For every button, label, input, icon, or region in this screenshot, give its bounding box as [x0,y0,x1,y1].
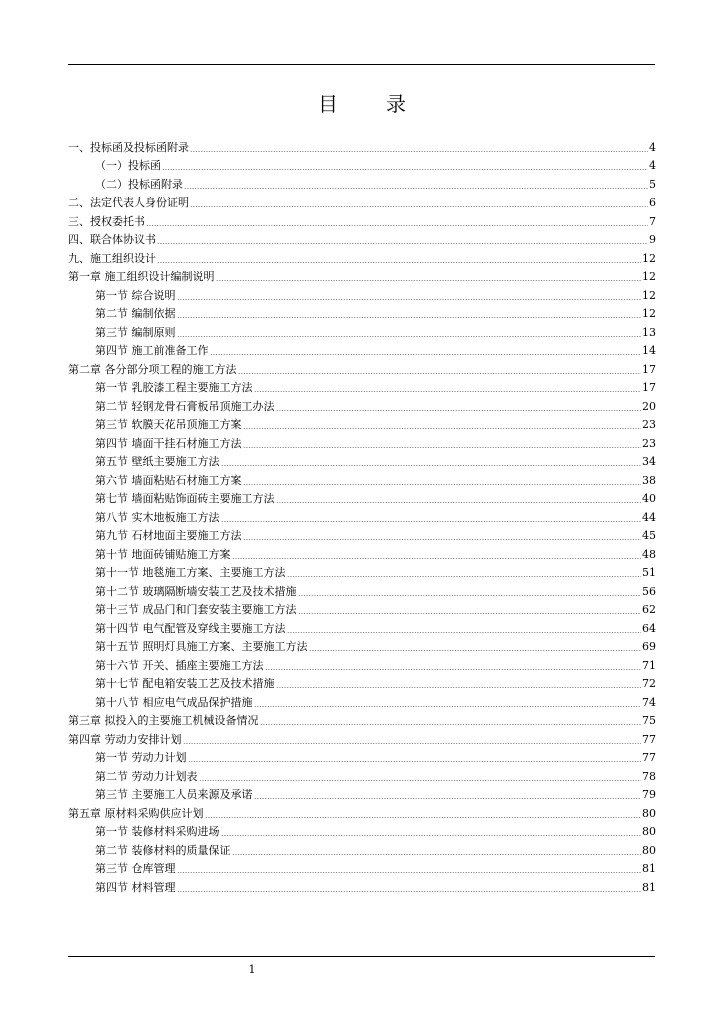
toc-entry[interactable] [68,783,656,802]
toc-entry-page: 69 [642,640,656,653]
toc-dot-leader [157,262,641,263]
toc-entry-page: 34 [642,455,656,468]
toc-entry-text: 第四节 墙面干挂石材施工方法 [95,436,242,450]
toc-dot-leader [276,687,642,688]
toc-dot-leader [184,188,648,189]
toc-entry[interactable] [68,339,656,358]
toc-entry[interactable] [68,468,656,487]
toc-entry[interactable] [68,154,656,173]
toc-entry[interactable] [68,228,656,247]
toc-entry-text: 第二节 劳动力计划表 [95,769,198,783]
toc-entry-page: 80 [642,843,656,857]
toc-entry-text: 第一节 劳动力计划 [95,751,187,764]
toc-entry[interactable] [68,709,656,728]
toc-entry[interactable] [68,838,656,857]
table-of-contents [68,135,656,894]
toc-entry-text: 第十节 地面砖铺贴施工方案 [95,547,231,561]
toc-entry-text: 第二节 装修材料的质量保证 [95,843,231,857]
toc-entry-page: 12 [642,288,656,302]
toc-entry-page: 71 [642,658,656,672]
toc-entry-page: 20 [642,399,656,413]
toc-dot-leader [205,817,642,818]
toc-entry-text: （二）投标函附录 [95,177,183,191]
toc-dot-leader [210,354,642,355]
toc-entry-text: 第五节 壁纸主要施工方法 [95,455,220,468]
toc-entry[interactable] [68,487,656,506]
toc-entry[interactable] [68,764,656,783]
toc-entry[interactable] [68,801,656,820]
toc-entry-page: 7 [649,214,656,228]
toc-dot-leader [243,539,642,540]
footer-rule [68,956,655,957]
toc-entry-page: 12 [642,251,656,265]
toc-entry-text: 第四章 劳动力安排计划 [68,732,182,746]
toc-dot-leader [276,410,642,411]
toc-entry-text: 第三节 仓库管理 [95,862,176,875]
toc-entry[interactable] [68,283,656,302]
toc-entry[interactable] [68,357,656,376]
toc-dot-leader [276,502,642,503]
toc-entry-text: 第十四节 电气配管及穿线主要施工方法 [95,621,286,635]
toc-entry-page: 75 [642,714,656,727]
toc-entry-page: 23 [642,418,656,431]
toc-entry-page: 17 [642,362,656,376]
toc-entry-page: 81 [642,862,656,875]
toc-entry[interactable] [68,690,656,709]
toc-title: 目 录 [318,92,420,116]
toc-entry-page: 38 [642,473,656,487]
toc-entry[interactable] [68,413,656,432]
toc-dot-leader [177,336,642,337]
toc-entry-text: 第十七节 配电箱安装工艺及技术措施 [95,677,275,690]
toc-dot-leader [162,169,648,170]
toc-entry-page: 74 [642,695,656,709]
toc-entry-text: 第十六节 开关、插座主要施工方法 [95,658,264,672]
toc-dot-leader [190,151,648,152]
toc-entry-page: 77 [642,732,656,746]
toc-entry[interactable] [68,672,656,691]
toc-dot-leader [188,761,642,762]
toc-entry-page: 13 [642,325,656,339]
toc-entry[interactable] [68,561,656,580]
toc-entry[interactable] [68,598,656,617]
toc-dot-leader [298,595,642,596]
toc-entry-text: （一）投标函 [95,159,161,172]
toc-entry-text: 第八节 实木地板施工方法 [95,510,220,524]
toc-entry-text: 第一节 乳胶漆工程主要施工方法 [95,381,253,394]
toc-entry-page: 6 [649,196,656,209]
toc-dot-leader [216,280,642,281]
toc-dot-leader [190,206,648,207]
toc-entry-text: 第十一节 地毯施工方案、主要施工方法 [95,566,286,579]
toc-dot-leader [243,447,642,448]
toc-entry[interactable] [68,320,656,339]
toc-entry-page: 80 [642,825,656,838]
toc-entry-page: 5 [649,177,656,191]
toc-entry[interactable] [68,579,656,598]
toc-entry[interactable] [68,746,656,765]
toc-dot-leader [265,669,642,670]
toc-entry-text: 二、法定代表人身份证明 [68,196,189,209]
toc-dot-leader [232,558,642,559]
toc-entry-page: 81 [642,880,656,894]
toc-entry-text: 第二节 编制依据 [95,307,176,320]
toc-entry-page: 77 [642,751,656,764]
toc-entry-page: 40 [642,492,656,505]
toc-entry-page: 44 [642,510,656,524]
toc-dot-leader [243,484,642,485]
toc-entry-text: 第三节 主要施工人员来源及承诺 [95,788,253,801]
toc-dot-leader [243,428,642,429]
toc-entry-page: 23 [642,436,656,450]
toc-entry[interactable] [68,394,656,413]
toc-entry[interactable] [68,875,656,894]
toc-entry[interactable] [68,653,656,672]
toc-dot-leader [254,706,642,707]
toc-entry-page: 79 [642,788,656,801]
toc-entry-page: 80 [642,806,656,820]
toc-entry-text: 第一节 装修材料采购进场 [95,825,220,838]
toc-entry-page: 56 [642,584,656,598]
toc-entry-text: 第三节 编制原则 [95,325,176,339]
toc-entry-text: 九、施工组织设计 [68,251,156,265]
toc-entry-text: 第五章 原材料采购供应计划 [68,806,204,820]
toc-entry-page: 4 [649,140,656,154]
toc-entry-text: 一、投标函及投标函附录 [68,140,189,154]
toc-entry-text: 第四节 材料管理 [95,880,176,894]
header-rule [68,64,655,65]
toc-dot-leader [177,299,642,300]
toc-entry-text: 第一章 施工组织设计编制说明 [68,270,215,283]
toc-entry-text: 第十八节 相应电气成品保护措施 [95,695,253,709]
toc-entry-page: 72 [642,677,656,690]
toc-entry-text: 第二章 各分部分项工程的施工方法 [68,362,237,376]
toc-dot-leader [177,872,642,873]
toc-entry-text: 第十五节 照明灯具施工方案、主要施工方法 [95,640,308,653]
toc-entry[interactable] [68,450,656,469]
toc-entry-text: 第三节 软膜天花吊顶施工方案 [95,418,242,431]
toc-entry[interactable] [68,857,656,876]
toc-entry-page: 51 [642,566,656,579]
toc-entry-text: 第三章 拟投入的主要施工机械设备情况 [68,714,259,727]
toc-entry-text: 第九节 石材地面主要施工方法 [95,529,242,542]
toc-entry[interactable] [68,302,656,321]
toc-entry[interactable] [68,376,656,395]
toc-entry[interactable] [68,209,656,228]
toc-dot-leader [298,613,642,614]
toc-entry-text: 第十二节 玻璃隔断墙安装工艺及技术措施 [95,584,297,598]
toc-entry[interactable] [68,265,656,284]
toc-dot-leader [221,465,642,466]
toc-dot-leader [254,391,642,392]
toc-entry-text: 三、授权委托书 [68,214,145,228]
toc-entry-text: 第七节 墙面粘贴饰面砖主要施工方法 [95,492,275,505]
toc-entry[interactable] [68,431,656,450]
toc-entry-page: 45 [642,529,656,542]
toc-dot-leader [260,724,642,725]
toc-entry-page: 17 [642,381,656,394]
toc-entry[interactable] [68,172,656,191]
toc-entry-page: 12 [642,307,656,320]
toc-entry[interactable] [68,524,656,543]
toc-entry[interactable] [68,727,656,746]
toc-entry-page: 4 [649,159,656,172]
toc-entry[interactable] [68,191,656,210]
toc-entry-text: 第六节 墙面粘贴石材施工方案 [95,473,242,487]
toc-dot-leader [146,225,648,226]
toc-entry[interactable] [68,542,656,561]
toc-dot-leader [199,780,642,781]
toc-dot-leader [177,891,642,892]
toc-entry-text: 第二节 轻钢龙骨石膏板吊顶施工办法 [95,399,275,413]
toc-entry[interactable] [68,820,656,839]
toc-dot-leader [309,650,642,651]
page-number: 1 [248,963,256,976]
toc-dot-leader [177,317,642,318]
toc-entry-page: 78 [642,769,656,783]
toc-entry-text: 第四节 施工前准备工作 [95,344,209,357]
toc-entry-text: 四、联合体协议书 [68,233,156,246]
toc-entry[interactable] [68,616,656,635]
toc-entry-page: 64 [642,621,656,635]
toc-dot-leader [221,835,642,836]
toc-entry-page: 9 [649,233,656,246]
toc-entry-page: 12 [642,270,656,283]
toc-dot-leader [183,743,642,744]
toc-entry-text: 第十三节 成品门和门套安装主要施工方法 [95,603,297,616]
toc-entry[interactable] [68,246,656,265]
toc-entry[interactable] [68,635,656,654]
toc-entry-text: 第一节 综合说明 [95,288,176,302]
toc-entry-page: 14 [642,344,656,357]
toc-dot-leader [221,521,642,522]
toc-entry[interactable] [68,135,656,154]
toc-entry-page: 48 [642,547,656,561]
toc-dot-leader [254,798,642,799]
toc-dot-leader [238,373,642,374]
toc-entry-page: 62 [642,603,656,616]
toc-dot-leader [157,243,648,244]
toc-entry[interactable] [68,505,656,524]
toc-dot-leader [287,632,642,633]
toc-dot-leader [287,576,642,577]
toc-dot-leader [232,854,642,855]
